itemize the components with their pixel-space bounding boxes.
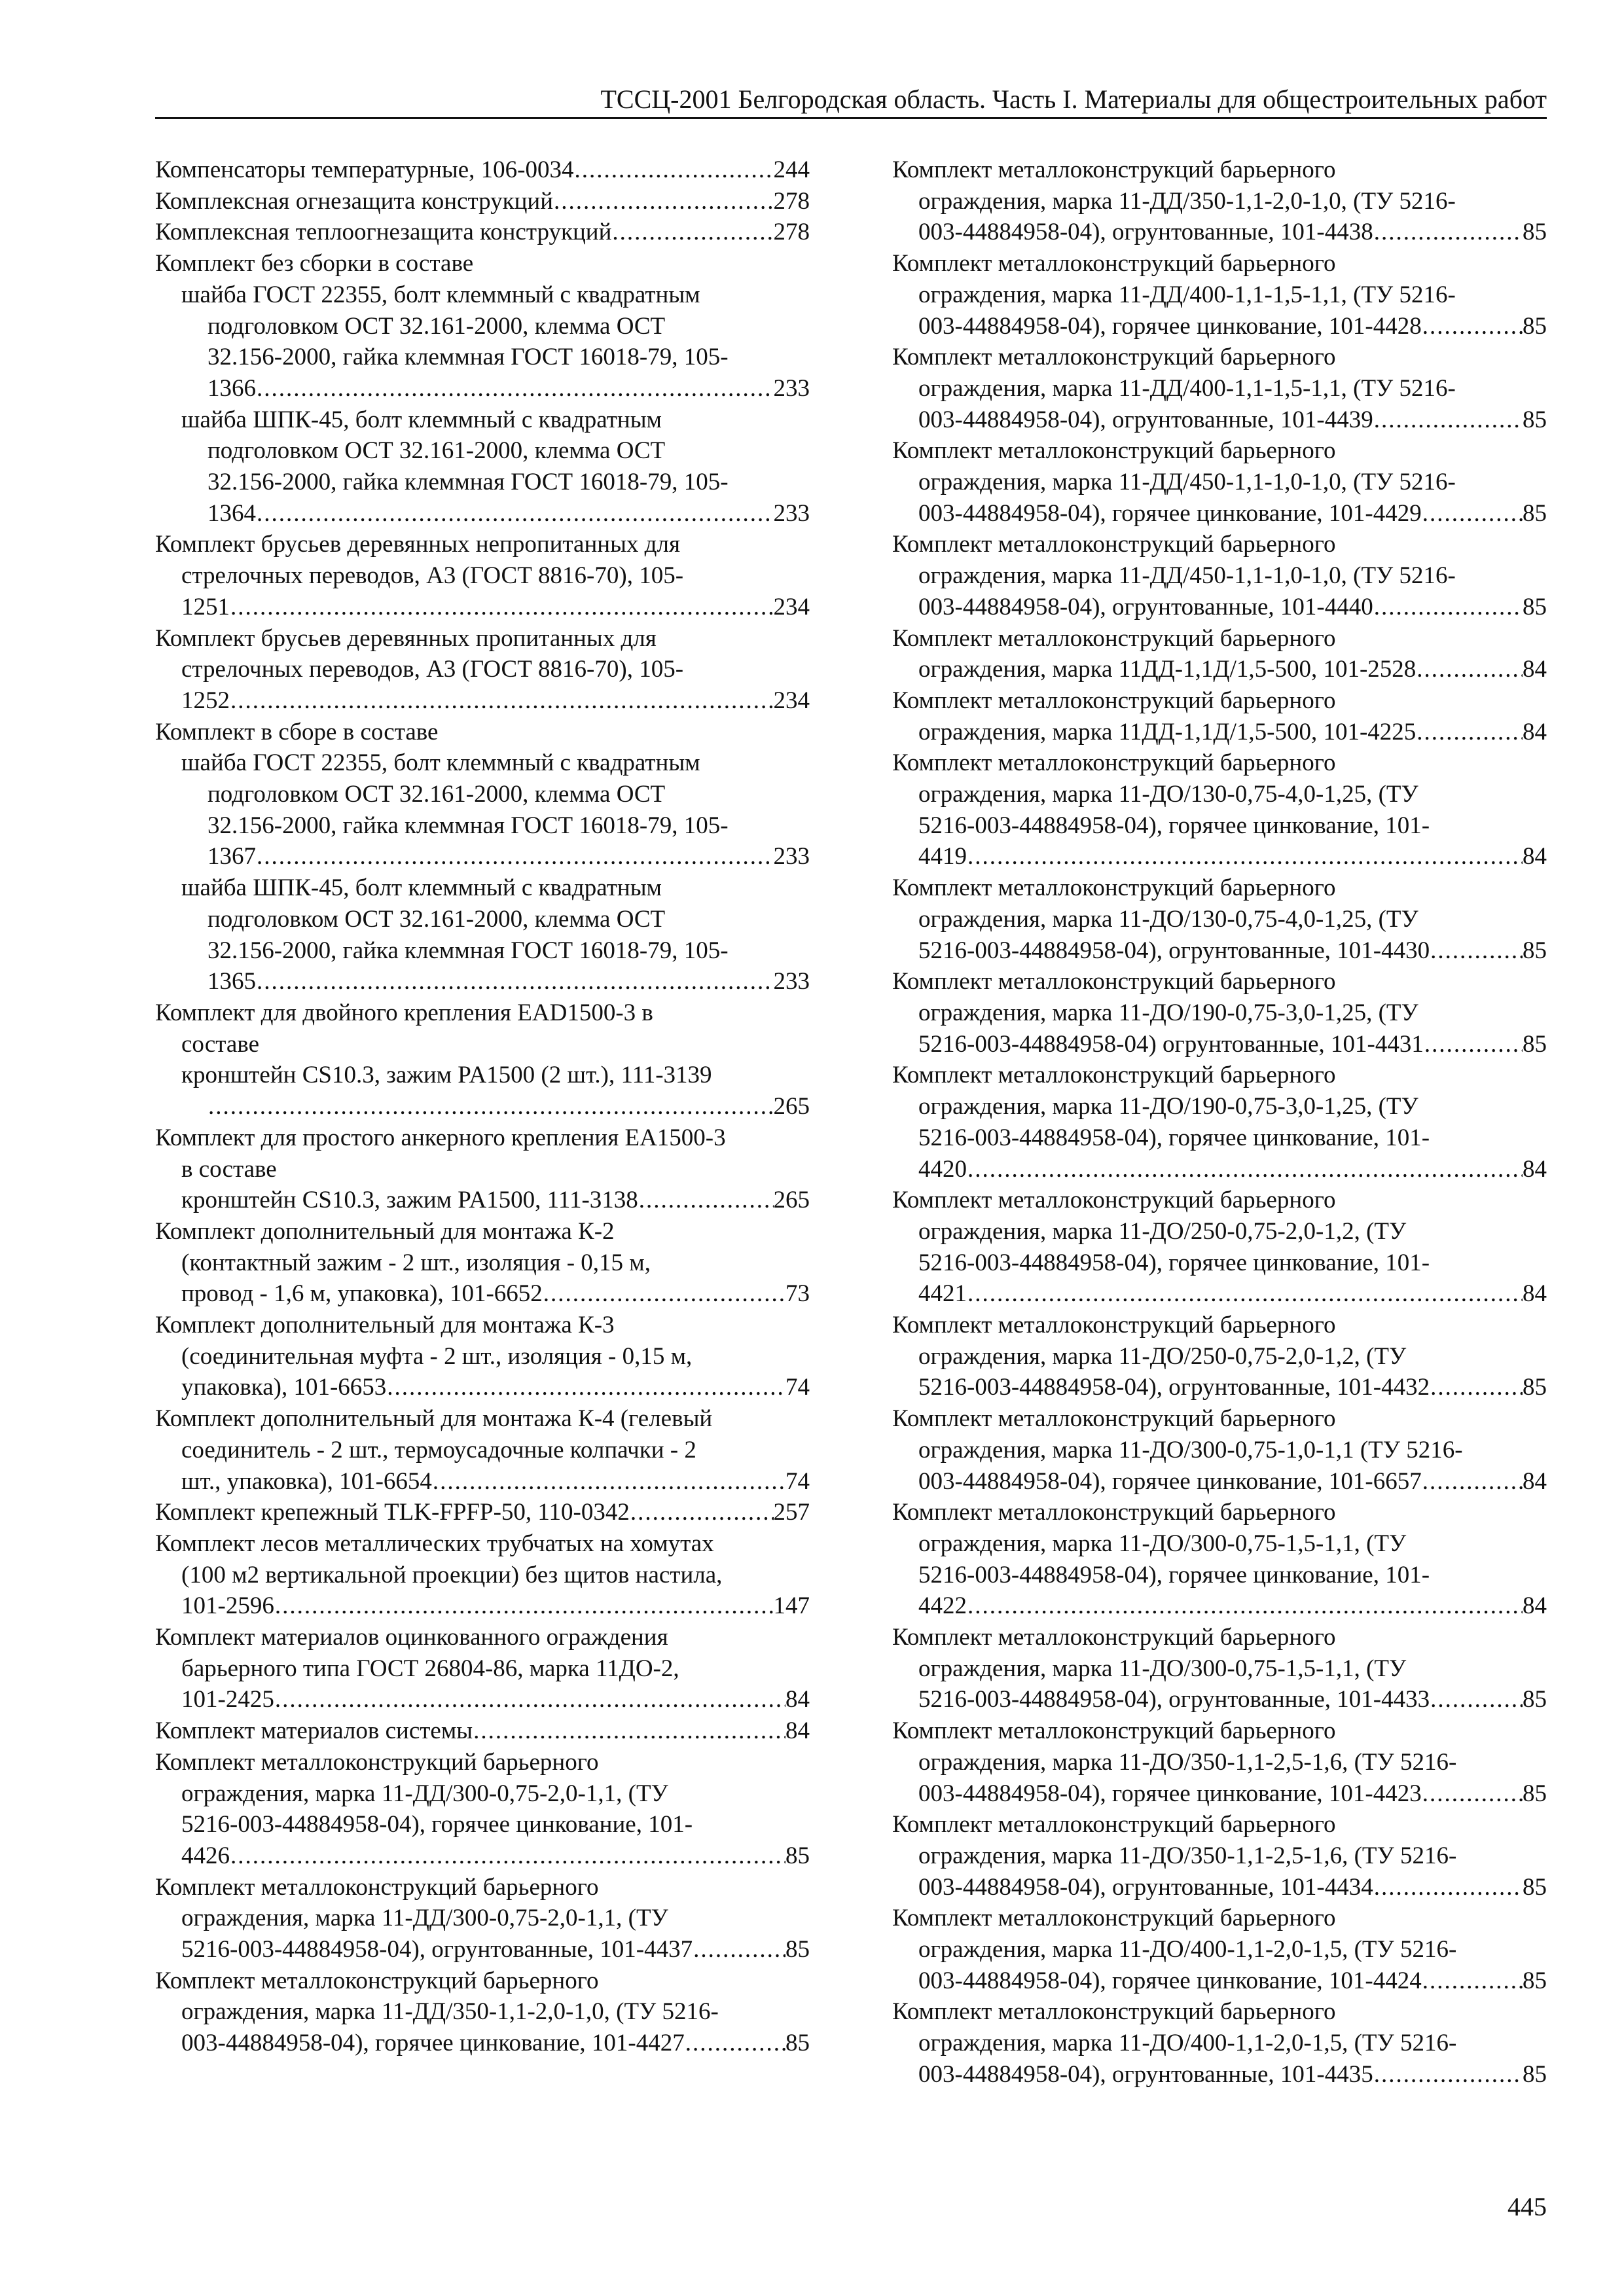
dot-leader [553,186,773,217]
dot-leader [1373,404,1523,436]
entry-text: 101-2425 [181,1686,274,1713]
page-reference: 233 [773,843,810,870]
index-entry-heading [892,154,1547,248]
index-entry [892,248,1547,342]
entry-text: шайба ГОСТ 22355, болт клеммный с квадратным [181,749,700,777]
page-reference: 85 [785,1936,810,1964]
entry-text: Комплект металлоконструкций барьерного [892,1624,1336,1651]
entry-text: 4420 [918,1155,967,1183]
entry-text: Комплект лесов металлических трубчатых на хомутах [155,1530,714,1557]
dot-leader [967,1278,1523,1310]
index-column-left [155,154,810,2059]
dot-leader [1373,592,1523,623]
entry-text: ограждения, марка 11-ДО/300-0,75-1,5-1,1, (ТУ [918,1530,1407,1557]
entry-text: Комплект металлоконструкций барьерного [892,968,1336,996]
entry-text: Комплект металлоконструкций барьерного [892,1998,1336,2026]
entry-text: ограждения, марка 11ДД-1,1Д/1,5-500, 101-2528 [918,656,1416,683]
index-entry-heading [155,1403,810,1497]
entry-text: 1251 [181,593,230,620]
index-entry [155,248,810,529]
entry-text: шайба ШПК-45, болт клеммный с квадратным [181,406,662,433]
dot-leader [1416,654,1523,685]
index-entry [155,623,810,717]
index-entry-heading [892,1403,1547,1497]
page-reference: 84 [1523,656,1547,683]
page-reference: 84 [785,1686,810,1713]
index-entry [155,1965,810,2059]
dot-leader [473,1715,785,1747]
page-reference: 85 [1523,406,1547,433]
index-entry-heading [155,186,810,217]
entry-text: 5216-003-44884958-04), огрунтованные, 101-4433 [918,1686,1430,1713]
entry-text: 5216-003-44884958-04), огрунтованные, 101-4430 [918,937,1430,964]
page-reference: 233 [773,499,810,527]
entry-text: ограждения, марка 11-ДО/190-0,75-3,0-1,25, (ТУ [918,999,1418,1026]
index-entry-heading [892,1310,1547,1403]
entry-text: ограждения, марка 11-ДД/450-1,1-1,0-1,0, (ТУ 5216- [918,469,1456,496]
entry-text: 003-44884958-04), горячее цинкование, 101-6657 [918,1467,1422,1495]
page-reference: 265 [773,1093,810,1121]
dot-leader [693,1934,785,1965]
entry-text: 4426 [181,1842,230,1869]
page-reference: 85 [1523,1030,1547,1058]
dot-leader [1422,1466,1523,1498]
dot-leader [1422,1778,1523,1810]
header-divider [155,117,1547,119]
entry-text: шт., упаковка), 101-6654 [181,1467,432,1495]
entry-text: Комплект металлоконструкций барьерного [892,687,1336,714]
index-entry [155,154,810,186]
entry-text: Комплект металлоконструкций барьерного [892,1062,1336,1089]
dot-leader [256,966,774,997]
entry-text: 32.156-2000, гайка клеммная ГОСТ 16018-79, 105- [208,469,729,496]
entry-text: ограждения, марка 11-ДО/350-1,1-2,5-1,6, (ТУ 5216- [918,1842,1457,1869]
entry-text: ограждения, марка 11-ДД/350-1,1-2,0-1,0, (ТУ 5216- [181,1998,719,2026]
dot-leader [230,592,774,623]
entry-text: 32.156-2000, гайка клеммная ГОСТ 16018-79, 105- [208,937,729,964]
index-entry [155,529,810,622]
entry-text: кронштейн CS10.3, зажим PA1500, 111-3138 [181,1187,638,1214]
entry-text: 003-44884958-04), горячее цинкование, 101-4427 [181,2030,685,2057]
index-entry-heading [155,623,810,717]
index-entry [155,717,810,997]
dot-leader [1373,2059,1523,2090]
entry-text: 1252 [181,687,230,714]
entry-text: подголовком ОСТ 32.161-2000, клемма ОСТ [208,312,666,340]
entry-text: ограждения, марка 11-ДО/250-0,75-2,0-1,2, (ТУ [918,1342,1407,1370]
entry-text: 003-44884958-04), горячее цинкование, 101-4429 [918,499,1422,527]
dot-leader [1416,717,1523,748]
entry-text: подголовком ОСТ 32.161-2000, клемма ОСТ [208,905,666,933]
dot-leader [967,1154,1523,1185]
entry-text: 32.156-2000, гайка клеммная ГОСТ 16018-79, 105- [208,812,729,839]
index-entry-heading [892,1903,1547,1996]
index-entry [892,1622,1547,1715]
entry-text: ограждения, марка 11ДД-1,1Д/1,5-500, 101-4225 [918,718,1416,745]
index-entry [155,1497,810,1528]
entry-text: 101-2596 [181,1592,274,1620]
entry-text: Комплект дополнительный для монтажа К-4 (гелевый [155,1405,713,1433]
entry-text: (100 м2 вертикальной проекции) без щитов настила, [181,1561,723,1588]
entry-text: в составе [181,1155,277,1183]
index-entry-heading [892,1497,1547,1622]
entry-text: 1366 [208,374,256,402]
index-entry [155,1715,810,1747]
entry-text: 003-44884958-04), горячее цинкование, 101-4428 [918,312,1422,340]
page-reference: 85 [1523,2060,1547,2088]
entry-text: Комплект металлоконструкций барьерного [892,1187,1336,1214]
entry-text: 5216-003-44884958-04), горячее цинкование, 101- [918,1124,1430,1151]
page-reference: 84 [1523,718,1547,745]
dot-leader [1373,217,1523,248]
page-reference: 147 [773,1592,810,1620]
index-entry-heading [155,997,810,1060]
entry-text: Комплект металлоконструкций барьерного [155,1967,599,1994]
page-reference: 74 [785,1467,810,1495]
dot-leader [630,1497,774,1528]
index-entry-heading [155,1747,810,1872]
dot-leader [1422,498,1523,529]
entry-text: Комплект металлоконструкций барьерного [892,344,1336,371]
entry-text: 1367 [208,843,256,870]
index-column-right [892,154,1547,2090]
dot-leader [274,1590,774,1622]
dot-leader [1422,311,1523,342]
dot-leader [1430,1372,1523,1403]
entry-text: Комплект металлоконструкций барьерного [892,1499,1336,1526]
index-entry [155,1622,810,1715]
entry-text: ограждения, марка 11-ДД/300-0,75-2,0-1,1, (ТУ [181,1780,668,1807]
entry-text: Комплект металлоконструкций барьерного [892,874,1336,902]
index-entry [892,1310,1547,1403]
dot-leader [230,685,774,717]
entry-text: Комплект для простого анкерного крепления EA1500-3 [155,1124,726,1151]
entry-text: шайба ШПК-45, болт клеммный с квадратным [181,874,662,902]
entry-text: ограждения, марка 11-ДО/250-0,75-2,0-1,2, (ТУ [918,1217,1407,1245]
entry-text: Комплект металлоконструкций барьерного [892,624,1336,652]
page-reference: 257 [773,1499,810,1526]
index-entry [892,342,1547,435]
index-entry [892,1903,1547,1996]
index-entry [892,623,1547,685]
entry-text: 5216-003-44884958-04), горячее цинкование, 101- [181,1811,693,1839]
index-entry [892,872,1547,966]
entry-text: ограждения, марка 11-ДО/130-0,75-4,0-1,25, (ТУ [918,781,1418,808]
page-reference: 85 [1523,1780,1547,1807]
page-reference: 84 [1523,1467,1547,1495]
entry-text: ограждения, марка 11-ДО/400-1,1-2,0-1,5, (ТУ 5216- [918,2030,1457,2057]
index-entry-heading [892,1060,1547,1185]
page-reference: 233 [773,374,810,402]
entry-text: соединитель - 2 шт., термоусадочные колпачки - 2 [181,1436,696,1463]
index-entry-heading [155,1872,810,1965]
index-entry [155,1216,810,1310]
entry-text: 5216-003-44884958-04), горячее цинкование, 101- [918,1249,1430,1276]
index-entry [155,1528,810,1622]
dot-leader [967,1590,1523,1622]
dot-leader [1430,935,1523,967]
dot-leader [432,1466,785,1498]
index-entry-heading [892,435,1547,529]
entry-text: ограждения, марка 11-ДО/130-0,75-4,0-1,25, (ТУ [918,905,1418,933]
dot-leader [543,1278,785,1310]
index-entry-heading [892,1715,1547,1809]
page-header: ТССЦ-2001 Белгородская область. Часть I. Материалы для общестроительных работ [600,84,1547,114]
entry-text: 5216-003-44884958-04), горячее цинкование, 101- [918,812,1430,839]
entry-text: ограждения, марка 11-ДО/190-0,75-3,0-1,25, (ТУ [918,1093,1418,1121]
dot-leader [1424,1029,1523,1060]
page-reference: 84 [1523,1592,1547,1620]
index-entry [155,1747,810,1872]
entry-text: Комплект материалов оцинкованного ограждения [155,1624,668,1651]
index-entry [892,1497,1547,1622]
index-entry-heading [892,1996,1547,2090]
entry-text: стрелочных переводов, А3 (ГОСТ 8816-70), 105- [181,562,684,590]
dot-leader [638,1185,774,1216]
index-subentry [155,1060,810,1122]
entry-text: Комплект металлоконструкций барьерного [892,1811,1336,1839]
entry-text: Комплект металлоконструкций барьерного [892,1312,1336,1339]
index-subentry [155,872,810,997]
page-reference: 85 [1523,312,1547,340]
index-entry [892,747,1547,872]
entry-text: 5216-003-44884958-04), горячее цинкование, 101- [918,1561,1430,1588]
entry-text: Комплект металлоконструкций барьерного [892,1405,1336,1433]
index-entry-heading [155,529,810,622]
page-reference: 278 [773,219,810,246]
entry-text: 003-44884958-04), горячее цинкование, 101-4423 [918,1780,1422,1807]
index-entry-heading [155,1310,810,1403]
entry-text: Комплект металлоконструкций барьерного [892,749,1336,777]
index-entry [892,685,1547,747]
entry-text: 5216-003-44884958-04), огрунтованные, 101-4437 [181,1936,693,1964]
entry-text: ограждения, марка 11-ДД/300-0,75-2,0-1,1, (ТУ [181,1905,668,1932]
entry-text: составе [181,1030,259,1058]
index-entry-heading [155,154,810,186]
index-entry-heading [155,1715,810,1747]
page-reference: 85 [1523,1686,1547,1713]
entry-text: 4422 [918,1592,967,1620]
entry-text: Комплект металлоконструкций барьерного [892,531,1336,558]
dot-leader [611,217,773,248]
page-reference: 84 [1523,1280,1547,1308]
index-subentry [155,279,810,404]
index-entry-heading [892,747,1547,872]
dot-leader [274,1684,785,1715]
page-reference: 85 [1523,937,1547,964]
entry-text: ограждения, марка 11-ДД/450-1,1-1,0-1,0, (ТУ 5216- [918,562,1456,590]
page-reference: 244 [773,156,810,183]
page-reference: 73 [785,1280,810,1308]
entry-text: ограждения, марка 11-ДО/400-1,1-2,0-1,5, (ТУ 5216- [918,1936,1457,1964]
index-entry [892,1715,1547,1809]
entry-text: Комплект металлоконструкций барьерного [892,1717,1336,1745]
index-entry-heading [892,1809,1547,1903]
page-reference: 84 [1523,843,1547,870]
page-reference: 278 [773,187,810,215]
index-entry [892,1996,1547,2090]
index-entry-heading [155,1122,810,1185]
entry-text: ограждения, марка 11-ДО/350-1,1-2,5-1,6, (ТУ 5216- [918,1748,1457,1776]
index-entry [155,997,810,1122]
entry-text: ограждения, марка 11-ДД/400-1,1-1,5-1,1, (ТУ 5216- [918,281,1456,308]
entry-text: 1365 [208,968,256,996]
entry-text: ограждения, марка 11-ДО/300-0,75-1,5-1,1, (ТУ [918,1655,1407,1682]
page-number: 445 [1507,2192,1547,2221]
entry-text: шайба ГОСТ 22355, болт клеммный с квадратным [181,281,700,308]
entry-text: Комплект брусьев деревянных пропитанных для [155,624,657,652]
index-entry-heading [155,1497,810,1528]
entry-text: Комплект металлоконструкций барьерного [155,1748,599,1776]
index-entry [892,1060,1547,1185]
entry-text: барьерного типа ГОСТ 26804-86, марка 11ДО-2, [181,1655,679,1682]
index-entry [155,1310,810,1403]
index-entry-heading [892,685,1547,747]
entry-text: Комплект металлоконструкций барьерного [892,437,1336,465]
index-entry [892,154,1547,248]
entry-text: стрелочных переводов, А3 (ГОСТ 8816-70), 105- [181,656,684,683]
entry-text: Комплект металлоконструкций барьерного [892,1905,1336,1932]
page-reference: 234 [773,593,810,620]
dot-leader [208,1091,774,1122]
index-entry-heading [892,248,1547,342]
index-entry [892,435,1547,529]
entry-text: Комплект для двойного крепления EAD1500-3 в [155,999,653,1026]
dot-leader [230,1840,785,1872]
dot-leader [256,498,774,529]
index-entry-heading [892,1622,1547,1715]
page-reference: 233 [773,968,810,996]
entry-text: ограждения, марка 11-ДО/300-0,75-1,0-1,1 (ТУ 5216- [918,1436,1463,1463]
dot-leader [386,1372,785,1403]
page-reference: 85 [1523,593,1547,620]
entry-text: 003-44884958-04), огрунтованные, 101-4435 [918,2060,1373,2088]
index-entry-heading [155,1216,810,1310]
page-reference: 85 [1523,499,1547,527]
index-entry [155,1403,810,1497]
entry-text: (контактный зажим - 2 шт., изоляция - 0,15 м, [181,1249,651,1276]
entry-text: Комплект дополнительный для монтажа К-3 [155,1312,615,1339]
index-entry-heading [155,217,810,248]
page-reference: 84 [785,1717,810,1745]
entry-text: Комплект крепежный TLK-FPFP-50, 110-0342 [155,1499,630,1526]
entry-text: Комплект металлоконструкций барьерного [892,156,1336,183]
index-entry-heading [892,872,1547,966]
entry-text: подголовком ОСТ 32.161-2000, клемма ОСТ [208,437,666,465]
dot-leader [1430,1684,1523,1715]
dot-leader [573,154,773,186]
entry-text: Комплект в сборе в составе [155,718,439,745]
index-entry-heading [892,342,1547,435]
page-reference: 85 [785,2030,810,2057]
page-reference: 85 [1523,1873,1547,1901]
entry-text: Комплект металлоконструкций барьерного [892,250,1336,278]
page-reference: 84 [1523,1155,1547,1183]
dot-leader [685,2028,785,2059]
dot-leader [1422,1965,1523,1997]
dot-leader [256,841,774,872]
entry-text: 003-44884958-04), огрунтованные, 101-4438 [918,219,1373,246]
index-entry-heading [155,1965,810,2059]
index-entry-heading [892,623,1547,685]
entry-text: кронштейн CS10.3, зажим PA1500 (2 шт.), 111-3139 [181,1062,712,1089]
index-subentry [155,747,810,872]
page-reference: 85 [1523,1374,1547,1401]
entry-text: 003-44884958-04), огрунтованные, 101-4434 [918,1873,1373,1901]
entry-text: 32.156-2000, гайка клеммная ГОСТ 16018-79, 105- [208,344,729,371]
entry-text: провод - 1,6 м, упаковка), 101-6652 [181,1280,543,1308]
index-entry-heading [155,248,810,279]
index-entry [892,966,1547,1060]
entry-text: 4419 [918,843,967,870]
entry-text: 5216-003-44884958-04) огрунтованные, 101-4431 [918,1030,1424,1058]
entry-text: подголовком ОСТ 32.161-2000, клемма ОСТ [208,781,666,808]
index-entry-heading [892,966,1547,1060]
index-entry [155,217,810,248]
entry-text: упаковка), 101-6653 [181,1374,387,1401]
entry-text: Комплексная теплоогнезащита конструкций [155,219,612,246]
entry-text: 5216-003-44884958-04), огрунтованные, 101-4432 [918,1374,1430,1401]
page-reference: 74 [785,1374,810,1401]
entry-text: 003-44884958-04), огрунтованные, 101-4439 [918,406,1373,433]
index-entry-heading [892,529,1547,622]
entry-text: ограждения, марка 11-ДД/350-1,1-2,0-1,0, (ТУ 5216- [918,187,1456,215]
index-subentry [155,404,810,529]
index-entry-heading [155,717,810,748]
index-entry [892,1809,1547,1903]
page-reference: 234 [773,687,810,714]
entry-text: Комплект без сборки в составе [155,250,474,278]
index-entry-heading [155,1622,810,1715]
entry-text: (соединительная муфта - 2 шт., изоляция - 0,15 м, [181,1342,693,1370]
entry-text: 003-44884958-04), горячее цинкование, 101-4424 [918,1967,1422,1994]
dot-leader [256,373,774,404]
entry-text: Компенсаторы температурные, 106-0034 [155,156,574,183]
index-subentry [155,1185,810,1216]
index-entry-heading [155,1528,810,1622]
dot-leader [967,841,1523,872]
dot-leader [1373,1872,1523,1903]
entry-text: 003-44884958-04), огрунтованные, 101-4440 [918,593,1373,620]
index-entry [892,1403,1547,1497]
entry-text: Комплект материалов системы [155,1717,473,1745]
entry-text: Комплект дополнительный для монтажа К-2 [155,1217,615,1245]
page-reference: 85 [1523,219,1547,246]
page-reference: 85 [1523,1967,1547,1994]
entry-text: Комплект брусьев деревянных непропитанных для [155,531,680,558]
entry-text: ограждения, марка 11-ДД/400-1,1-1,5-1,1, (ТУ 5216- [918,374,1456,402]
entry-text: 4421 [918,1280,967,1308]
index-entry [155,186,810,217]
index-entry [155,1122,810,1216]
page-reference: 265 [773,1187,810,1214]
index-entry-heading [892,1185,1547,1310]
entry-text: 1364 [208,499,256,527]
index-entry [892,529,1547,622]
index-entry [155,1872,810,1965]
page-reference: 85 [785,1842,810,1869]
index-entry [892,1185,1547,1310]
entry-text: Комплексная огнезащита конструкций [155,187,554,215]
entry-text: Комплект металлоконструкций барьерного [155,1873,599,1901]
